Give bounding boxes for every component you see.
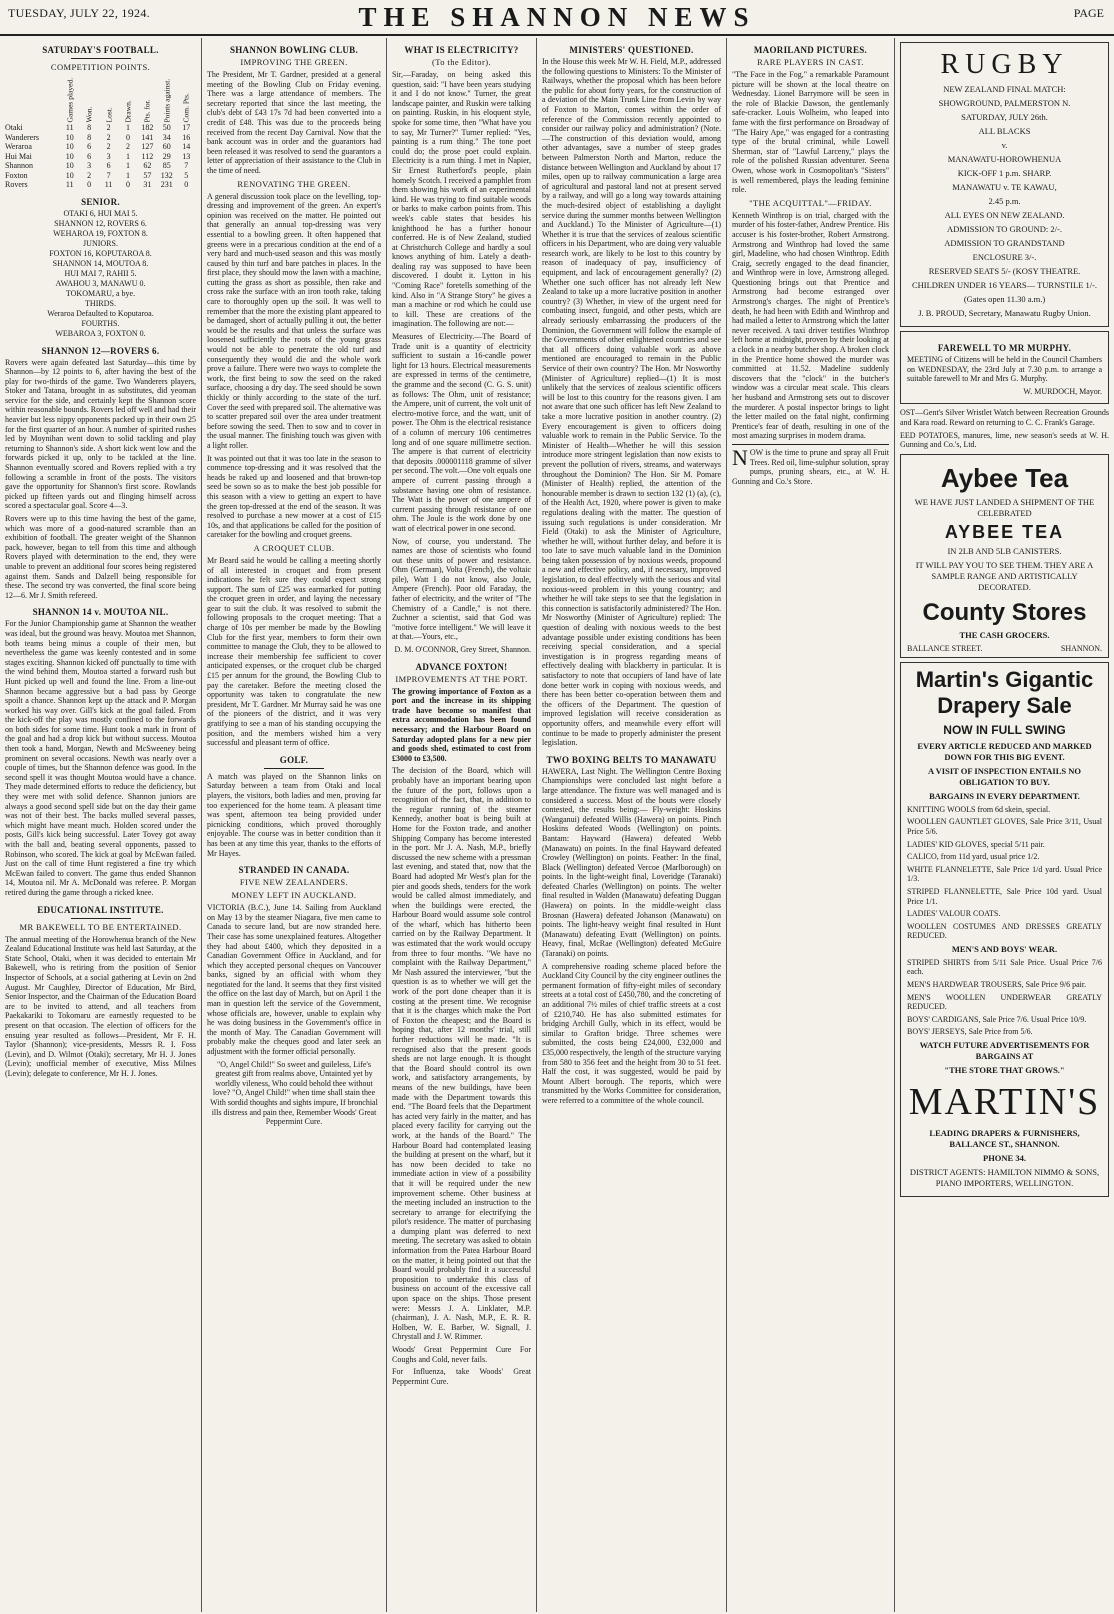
table-row — [5, 152, 196, 162]
rugby-ad — [900, 42, 1109, 327]
rugby-line: (Gates open 11.30 a.m.) — [963, 294, 1046, 304]
sale-item: WOOLLEN GAUNTLET GLOVES, Sale Price 3/11, Usual Price 5/6. — [907, 817, 1102, 836]
table-cell: 31 — [143, 180, 152, 189]
table-row — [5, 142, 196, 152]
maoriland-heading: MAORILAND PICTURES. — [753, 45, 868, 55]
table-cell: 182 — [141, 123, 154, 132]
maoriland-article: "The Face in the Fog," a remarkable Paramount picture will be shown at the local theatre on Wednesday. Lionel Barrymore will be seen in the role of Blackie Dawson, the gentlemanly safe-cracker. Louis Wolheim, who leaped into fame with the first performance on Broadway of "The Hairy Ape," was engaged for a contrasting type of the brutal criminal, while Lowell Sherman, star of "Lawful Larceny," plays the role of the polished Russian adventurer. Seena Owen, whose work in Cosmopolitan's "Sisters" is well remembered, plays the leading feminine role. — [732, 70, 889, 195]
result-line: TOKOMARU, a bye. — [65, 288, 136, 298]
stranded-sub-1: FIVE NEW ZEALANDERS. — [239, 877, 349, 888]
foxton-lead: The growing importance of Foxton as a port and the increase in its shipping trade have become so manifest that extra accommodation has been found necessary; and the Harbour Board on Saturday adopted plans for a new pier and goods shed, estimated to cost from £3000 to £3,500. — [392, 686, 531, 763]
mens-item: BOYS' JERSEYS, Sale Price from 5/6. — [907, 1027, 1033, 1037]
aybee-line-1: WE HAVE JUST LANDED A SHIPMENT OF THE CELEBRATED — [914, 496, 1095, 518]
rugby-line: KICK-OFF 1 p.m. SHARP. — [957, 168, 1052, 178]
martins-ad — [900, 662, 1109, 1197]
county-street: BALLANCE STREET. — [907, 643, 983, 653]
peppermint-ad-1: Woods' Great Peppermint Cure For Coughs and Cold, never fails. — [392, 1345, 531, 1364]
farewell-signature: W. MURDOCH, Mayor. — [1023, 386, 1102, 396]
rovers-article: Rovers were again defeated last Saturday—this time by Shannon—by 12 points to 6, after having the best of the play for two-thirds of the game. Two Wanderers players, Stoker and Tatana, brought in as substitutes, did yeoman service for the side, and certainly kept the Shannon score within reasonable bounds. Rovers led off well and had their heavier but less nippy opponents packed up in their own 25 for the first quarter of an hour. A number of spirited rushes led by Moynihan went down to solid tackling and play returning to Shannon's side. A short kick went low and the forwards picked it up, only to be tackled at the line. Shannon eventually scored and Rovers replied with a try following a scramble in front of the posts. The visitors gave the opportunity for Shannon's first score. Rowlands picked up fifteen yards out and flinging himself across scored a spectacular goal. Score 4—3. — [5, 357, 196, 511]
table-cell: 60 — [162, 142, 171, 151]
farewell-heading: FAREWELL TO MR MURPHY. — [937, 343, 1072, 353]
rugby-line: 2.45 p.m. — [988, 196, 1021, 206]
table-cell: 231 — [160, 180, 173, 189]
table-cell: 141 — [141, 132, 154, 142]
county-sub: THE CASH GROCERS. — [959, 629, 1050, 640]
table-cell: 112 — [141, 151, 154, 161]
table-cell: 10 — [65, 142, 74, 151]
bowling-heading: SHANNON BOWLING CLUB. — [229, 45, 359, 55]
martins-line-1: EVERY ARTICLE REDUCED AND MARKED DOWN FOR THIS BIG EVENT. — [917, 740, 1092, 762]
result-line: WEHAROA 19, FOXTON 8. — [53, 228, 148, 238]
rovers-heading: SHANNON 12—ROVERS 6. — [41, 345, 160, 356]
watch-line: WATCH FUTURE ADVERTISEMENTS FOR BARGAINS AT — [919, 1040, 1090, 1062]
header-label: Games played. — [65, 77, 75, 123]
edu-heading: EDUCATIONAL INSTITUTE. — [37, 904, 164, 915]
martins-name: MARTIN'S — [908, 1081, 1101, 1124]
rugby-line: ADMISSION TO GROUND: 2/-. — [947, 224, 1062, 234]
rugby-line: ENCLOSURE 3/-. — [972, 252, 1037, 262]
result-line: THIRDS. — [85, 298, 116, 308]
result-line: SHANNON 14, MOUTOA 8. — [52, 258, 149, 268]
table-cell: 2 — [106, 123, 111, 132]
newspaper-title: THE SHANNON NEWS — [358, 2, 756, 32]
result-line: AWAHOU 3, MANAWU 0. — [55, 278, 146, 288]
column-6 — [895, 38, 1114, 1612]
sale-item: LADIES' KID GLOVES, special 5/11 pair. — [907, 839, 1045, 849]
result-line: Weraroa Defaulted to Koputaroa. — [47, 308, 154, 318]
foxton-article: The decision of the Board, which will probably have an important bearing upon the future of the port, follows upon a recognition of the fact, that, in addition to the regular running of the steamer Kennedy, another boat is being built at Home for the Foxton trade, and another Shipping Company has become interested in the port. Mr J. A. Nash, M.P., briefly discussed the new scheme with a pressman last evening, and stated that, now that the Board had adopted Mr West's plan for the pier and goods sheds, tenders for the work would be called almost immediately, and when the buildings were erected, the Harbour Board would assume sole control of the wharf, which has hitherto been carried on by the Railway Department. It was estimated that the work would occupy from three to four months. "We have no complaint with the Railway Department," Mr Nash assured the interviewer, "but the question is as to whether we will get the work of the port done cheaper than it is costing at the present time. We recognise that it is the charges which make the Port of Foxton the cheapest; and the Board is hoping that, after 12 months' trial, still further reductions will be made. "It is recognised also that the present goods sheds are not large enough. It is thought that the Board should control its own work, and satisfactory arrangements, by means of the new buildings, have been made with the Department towards this end. "The Board feels that the Department has acted very fairly in the matter, and has placed every facility for carrying out the work, at the hands of the Board." The Harbour Board had contemplated leasing the building at present on the wharf, but it has now been decided to take no immediate action in view of a possibility that it will be required under the new improvement scheme. Other business at the meeting included an instruction to the secretary to arrange for electrifying the pilot's residence. The matter of purchasing a dumping plant was deferred to next meeting. The secretary was asked to obtain information from the Patea Harbour Board on the matter, it being pointed out that the Board would probably find it a successful proposition to undertake this class of business on account of the excessive call upon space on the ships. Those present were: Messrs J. A. Linklater, M.P. (chairman), J. A. Nash, M.P., E. R. R. Holben, W. E. Barber, W. Signall, J. Chrystall and J. W. Rimmer. — [392, 766, 531, 1342]
table-cell: 11 — [65, 123, 74, 132]
rugby-line: NEW ZEALAND FINAL MATCH: — [943, 84, 1066, 94]
header-label: Won. — [84, 106, 94, 123]
farewell-ad — [900, 331, 1109, 404]
sale-item: WOOLLEN COSTUMES AND DRESSES GREATLY REDUCED. — [907, 921, 1102, 941]
header-label: Com. Pts. — [181, 93, 191, 123]
column-5 — [727, 38, 895, 1612]
table-cell: 1 — [125, 123, 130, 132]
table-cell: 2 — [87, 170, 92, 180]
croquet-article: Mr Beard said he would be calling a meeting shortly of all interested in croquet and from present indications he felt sure they could expect strong support. The sum of £25 was earmarked for putting the croquet green in order, and laying the necessary gear to suit the club. It was resolved to submit the following proposals to the croquet meeting: That a charge of 10s per member be made by the Bowling Club for the first year, members to form their own committee to manage the Club, they to be allowed to increase their membership fee sufficient to cover anticipated expenses, or the croquet club be charged £15 per annum for the ground, the Bowling Club to pay the caretaker. Before the meeting closed the opportunity was taken to congratulate the new president, Mr T. Gardner. Mr Murray said he was one of the pioneers of the district, and it was very gratifying to see a man of his standing occupying the position, and the members wished him a very successful and pleasant term of office. — [207, 555, 381, 748]
mens-item: MEN'S HARDWEAR TROUSERS, Sale Price 9/6 pair. — [907, 980, 1087, 990]
table-cell: 62 — [143, 161, 152, 170]
moutoa-heading: SHANNON 14 v. MOUTOA NIL. — [32, 607, 169, 618]
phone-line: PHONE 34. — [983, 1153, 1026, 1164]
ministers-heading: MINISTERS' QUESTIONED. — [569, 45, 694, 55]
rugby-line: ADMISSION TO GRANDSTAND — [944, 238, 1065, 248]
result-line: SHANNON 12, ROVERS 6. — [54, 218, 147, 228]
sale-item: STRIPED FLANNELETTE, Sale Price 10d yard. Usual Price 1/1. — [907, 886, 1102, 906]
golf-heading: GOLF. — [279, 754, 309, 765]
electricity-letter: Sir,—Faraday, on being asked this question, said: "I have been years studying it and I do not know." Turner, the great landscape painter, and Ruskin were talking on painting. Ruskin, in his eloquent style, spoke for some time, then "What have you to say, Mr Turner?" Turner replied: "Yes, painting is a rum thing." The tone poet could do; the prose poet could explain. Electricity is a rum thing. I met in Napier, Sir Ernest Rutherford's people, plain homely Scotch. I received a pamphlet from them showing his work of an experimental kind. He was trying to find suitable woods or barks to make carbon points from. This week's cable states that besides his knighthood he has a further honour conferred. He is of New Zealand, studied at Christchurch College and hardly a soul knows anything of him. Lately a death-dealing ray was supposed to have been discovered. I doubt it. Lytton in his "Coming Race" foretells something of the kind. Also in "A Strange Story" he gives a man a machine or rod which he could use to kill. These are creations of the imagination. The following are not:— — [392, 70, 531, 329]
electricity-letter-2: Measures of Electricity.—The Board of Trade unit is a quantity of electricity sufficient to sustain a 16-candle power light for 13 hours. Electrical measurements are expressed in terms of the centimetre, the gramme and the second (C. G. S. unit) as follows: The Ohm, unit of resistance; the Ampere, unit of current, the volt unit of electro-motive force, and the watt, unit of power. The Ohm is the electrical resistance of a column of mercury 106 centimetres long and of one square millimetre section. The ampere is that current of electricity that deposits .000001118 gramme of silver per second. The volt.—One volt equals one ampere of current passing through a substance having one ohm of resistance. The Watt is the power of one ampere of current passing through resistance of one ohm. The Joule is the work done by one watt of electrical power in one second. — [392, 332, 531, 533]
table-row — [5, 123, 196, 133]
column-1 — [0, 38, 202, 1612]
table-cell: 13 — [182, 151, 191, 161]
table-header — [138, 75, 157, 123]
rugby-line: ALL EYES ON NEW ZEALAND. — [944, 210, 1065, 220]
boxing-heading: TWO BOXING BELTS TO MANAWATU — [546, 754, 717, 765]
table-cell: 6 — [87, 142, 92, 151]
table-cell: 34 — [162, 132, 171, 142]
foxton-sub: IMPROVEMENTS AT THE PORT. — [395, 673, 528, 684]
edu-article: The annual meeting of the Horowhenua branch of the New Zealand Educational Institute was held last Saturday, at the State School, Otaki, when it was decided to entertain Mr Bakewell, who is retiring from the position of Senior Inspector of Schools, at a social gathering at Levin on 2nd August. Mr Caughley, Director of Education, Mr Bird, Senior Inspector, and the Chairman of the Education Board are to be invited to attend, and all teachers from Paekakariki to Tokomaru are earnestly requested to be present on that occasion. The election of officers for the ensuing year resulted as follows—President, Mr F. H. Taylor (Shannon); vice-presidents, Messrs R. I. Foss (Levin), and D. Wilmot (Otaki); secretary, Mr H. J. Jones (Levin); unofficial member of executive, Miss Milnes (Levin); delegate to conference, Mr H. J. Jones. — [5, 934, 196, 1078]
acquittal-heading: "THE ACQUITTAL"—FRIDAY. — [749, 197, 872, 208]
angel-child-poem: "O, Angel Child!" So sweet and guileless, Life's greatest gift from realms above, Untainted yet by worldly vileness, Who could behold thee without love? "O, Angel Child!" when time shall stain thee With sordid thoughts and sights impure, If bronchial ills distress and pain thee, Remember Woods' Great Peppermint Cure. — [210, 1059, 378, 1127]
issue-date: TUESDAY, JULY 22, 1924. — [8, 6, 150, 20]
header-label: Points against. — [162, 78, 172, 123]
table-header — [157, 75, 176, 123]
sale-item: LADIES' VALOUR COATS. — [907, 909, 1001, 919]
table-cell: 0 — [184, 180, 189, 189]
table-cell: 17 — [182, 123, 191, 132]
electricity-sub: (To the Editor). — [432, 57, 491, 67]
peppermint-ad-2: For Influenza, take Woods' Great Peppermint Cure. — [392, 1367, 531, 1386]
table-cell: Weraroa — [5, 142, 32, 151]
leading-line: LEADING DRAPERS & FURNISHERS, BALLANCE ST., SHANNON. — [929, 1128, 1080, 1150]
result-line: OTAKI 6, HUI MAI 5. — [63, 208, 138, 218]
table-cell: 2 — [106, 132, 111, 142]
table-cell: 10 — [65, 170, 74, 180]
results-list — [5, 209, 196, 339]
maoriland-sub: RARE PLAYERS IN CAST. — [757, 57, 864, 67]
table-cell: 16 — [182, 132, 191, 142]
rugby-line: SHOWGROUND, PALMERSTON N. — [938, 98, 1071, 108]
table-cell: 10 — [65, 151, 74, 161]
aybee-line-2: IN 2LB AND 5LB CANISTERS. — [947, 545, 1062, 556]
sale-item: CALICO, from 11d yard, usual price 1/2. — [907, 852, 1040, 862]
stranded-heading: STRANDED IN CANADA. — [238, 865, 350, 876]
stranded-article: VICTORIA (B.C.), June 14. Sailing from Auckland on May 13 by the steamer Niagara, five men came to Canada to secure land, but are now stranded here. Their case has some unexplained features. Altogether they had about £400, which they deposited in a Canadian Government Office in Auckland, and for which they accepted personal cheques on Vancouver banks, signed by an official with whom they negotiated for the land. It seems that they first visited the office on the last day of March, but on April 1 the man in question left the service of the Government, whose officials are, however, unable to explain why he was doing business in the Government's office in the month of May. The Canadian Government will probably make the cheques good and later seek an adjustment with the former official personally. — [207, 903, 381, 1057]
lost-notice: OST—Gent's Silver Wristlet Watch between Recreation Grounds and Kara road. Reward on returning to C. C. Frank's Garage. — [900, 408, 1109, 427]
aybee-title: Aybee Tea — [940, 462, 1069, 493]
table-cell: 14 — [182, 142, 191, 151]
croquet-heading: A CROQUET CLUB. — [253, 542, 335, 553]
table-header — [176, 75, 196, 123]
table-cell: 8 — [87, 132, 92, 142]
table-row — [5, 171, 196, 181]
dropcap-n: N — [732, 444, 748, 470]
agents-line: DISTRICT AGENTS: HAMILTON NIMMO & SONS, PIANO IMPORTERS, WELLINGTON. — [909, 1167, 1100, 1189]
rugby-line: MANAWATU v. TE KAWAU, — [952, 182, 1057, 192]
farewell-text: MEETING of Citizens will be held in the Council Chambers on WEDNESDAY, the 23rd July at 7.30 p.m. to arrange a suitable farewell to Mr and Mrs G. Murphy. — [907, 355, 1102, 384]
rugby-line: J. B. PROUD, Secretary, Manawatu Rugby Union. — [918, 308, 1091, 318]
table-header — [79, 75, 98, 123]
table-cell: 2 — [125, 142, 130, 151]
header-label: Pts. for. — [142, 99, 152, 123]
county-title: County Stores — [922, 598, 1087, 626]
rugby-title: RUGBY — [940, 49, 1069, 80]
table-cell: 50 — [162, 123, 171, 132]
table-header — [118, 75, 137, 123]
renovating-article: A general discussion took place on the levelling, top-dressing and improvement of the green. An expert's opinion was received on the matter. He pointed out that generally an annual top-dressing was very essential to a bowling green. It often happened that greens were in a precarious condition at the end of a very hard and much-used season and this was mostly caused by thin turf and bare patches in places. In the first place, they should mow the lawn with a machine, cutting the grass as short as possible, then rake and cross rake the surface with an iron tooth rake, taking care to thoroughly open up the soil. It was well to remember that the more the existing plant appeared to be damaged, short of actually pulling it out, the better would be the results and that unless the surface was loosened sufficiently the roots of the young grass would not be able to penetrate the old turf and consequently they would die and the whole work prove a failure. There were two ways to complete the work, the first being to sow the seed on the raked surface, choosing a dry day. The seed should be sown thickly or thinly according to the state of the turf. Cover the seed with prepared soil. The alternative was to scatter prepared soil over the area under treatment before sowing the seed. Then to sow and to cover in the usual manner. The finishing touch was given with a light roller. — [207, 191, 381, 450]
table-cell: 0 — [87, 180, 92, 189]
martins-line-3: BARGAINS IN EVERY DEPARTMENT. — [929, 790, 1080, 801]
martins-items — [907, 805, 1102, 941]
aybee-line-3: IT WILL PAY YOU TO SEE THEM. THEY ARE A SAMPLE RANGE AND ARTISTICALLY DECORATED. — [915, 559, 1094, 592]
mens-item: BOYS' CARDIGANS, Sale Price 7/6. Usual Price 10/9. — [907, 1014, 1087, 1024]
roading-article: A comprehensive roading scheme placed before the Auckland City Council by the city engineer outlines the permanent formation of fifty-eight miles of secondary streets at a total cost of £450,780, and the concreting of an additional 7½ miles of chief traffic streets at a cost of £210,740. He has also submitted estimates for bridging Archill Gully, which in its effect, would be similar to Grafton bridge. Three schemes were submitted, the costs being £24,000, £32,000 and £35,000 respectively, the length of the structure varying from 580 to 356 feet and the height from 30 to 51 feet. Half the cost, it was suggested, would be paid by Mount Albert borough. The reports, which were transmitted by the Works Committee for consideration, were referred to a committee of the whole council. — [542, 961, 721, 1105]
martins-now: NOW IN FULL SWING — [943, 722, 1066, 737]
table-cell: Wanderers — [5, 132, 40, 142]
golf-article: A match was played on the Shannon links on Saturday between a team from Otaki and local players, the visitors, both ladies and men, proving far too experienced for the home team. A pleasant time was spent, afternoon tea being provided under picnicking conditions, which proved thoroughly enjoyable. The course was in better condition than it has been at any time this year, thanks to the efforts of Mr Hayes. — [207, 771, 381, 858]
store-tagline: "THE STORE THAT GROWS." — [944, 1065, 1065, 1076]
sale-item: WHITE FLANNELETTE, Sale Price 1/d yard. Usual Price 1/3. — [907, 864, 1102, 884]
martins-line-2: A VISIT OF INSPECTION ENTAILS NO OBLIGATION TO BUY. — [928, 765, 1081, 787]
rugby-line: ALL BLACKS — [978, 126, 1031, 136]
table-row — [5, 133, 196, 143]
mens-items — [907, 958, 1102, 1037]
table-cell: 10 — [65, 161, 74, 170]
table-cell: 7 — [184, 161, 189, 170]
rugby-line: v. — [1001, 140, 1008, 150]
table-cell: 8 — [87, 123, 92, 132]
page-label: PAGE — [1073, 6, 1104, 20]
table-cell: 127 — [141, 142, 154, 151]
table-cell: 1 — [125, 151, 130, 161]
renovating-heading: RENOVATING THE GREEN. — [237, 178, 351, 189]
mens-item: MEN'S WOOLLEN UNDERWEAR GREATLY REDUCED. — [907, 992, 1102, 1012]
edu-subheading: MR BAKEWELL TO BE ENTERTAINED. — [19, 921, 182, 932]
table-cell: 1 — [125, 170, 130, 180]
aybee-name: AYBEE TEA — [944, 521, 1065, 542]
table-cell: 10 — [65, 132, 74, 142]
table-cell: 1 — [125, 161, 130, 170]
table-cell: 29 — [162, 151, 171, 161]
column-2 — [202, 38, 387, 1612]
result-line: FOURTHS. — [81, 318, 120, 328]
header-label: Drawn. — [123, 100, 133, 123]
bowling-article-2: It was pointed out that it was too late in the season to commence top-dressing and it was resolved that the heads be raked up and loosened and that brown-top seed be sown so as to make the best job possible for this season with a view to getting an expert to have the green top-dressed at the end of the season. It was resolved to purchase a new mower at a cost of £15 10s, and that applications be called for the position of caretaker for the bowling and croquet greens. — [207, 453, 381, 540]
result-line: WEBAROA 3, FOXTON 0. — [55, 328, 146, 338]
table-cell: 57 — [143, 170, 152, 180]
county-town: SHANNON. — [1060, 643, 1102, 653]
table-cell: 11 — [65, 180, 74, 189]
electricity-letter-3: Now, of course, you understand. The names are those of scientists who found out these units of power and resistance. Ohm (German), Volta (French), the voltaic pile), Watt I do not know, also Joule, Ampere (French). Poor old Faraday, the father of electricity, and the writer of "The Chemistry of a Candle," is not there. Zuchner a scientist, said that God was "motive force intelligent." We will leave it at that.—Yours, etc., — [392, 536, 531, 642]
table-header — [60, 75, 79, 123]
rugby-lines — [907, 84, 1102, 319]
bowling-subheading: IMPROVING THE GREEN. — [240, 57, 348, 67]
moutoa-article: For the Junior Championship game at Shannon the weather was ideal, but the ground was heavy. Moutoa met Shannon, both teams being minus a couple of their men, but nevertheless the game was keenly contested and in some stages exciting. Shannon kicked off punctually to time with the wind behind them, Moutoa started a forward rush but Hunt picked up well and found the line. From a line-out Shannon became aggressive but a bad pass by George spoilt a chance. Shannon kept up the attack and P. Morgan worked his way over. Gill's kick at the goal failed. From the kick-off the play was mostly confined to the forwards on both sides for some time. Hunt took a mark in front of the goal and had a drop kick but without success. Moutoa then took a hand, Morgan, Newth and McSweeney being prominent on several occasions. Newth was nearly over a couple of times, but the Shannon defence was good. In the second spell it was thought Moutoa would have a chance. They made determined efforts to reduce the deficiency, but they were met with solid defence. Shannon juniors are always a good second spell side but on the day their game was not of their best. The backs mulled several passes, which might have meant much. Holden scored under the posts, Gill's kick being successful. Later Tovey got away with the ball and, beating several opponents, passed to Robinson, who scored. The kick at goal by McEwan failed. Just on the call of time Hunt registered a fine try which McEwan failed to convert. The game thus ended Shannon 14, Moutoa nil. Mr A. McDonald was referee. P. Morgan retired during the game through a ricked knee. — [5, 619, 196, 897]
result-line: HUI MAI 7, RAHII 5. — [64, 268, 137, 278]
table-cell: Foxton — [5, 170, 28, 180]
boxing-article: HAWERA, Last Night. The Wellington Centre Boxing Championships were concluded last night before a large attendance. The fixture was well managed and is considered a success. Most of the bouts were closely contested, the results being:— Fly-weight: Hoskins (Wanganui) defeated Willis (Hawera) on points. Pinch Hoskins defeated Woods (Wellington) on points. Bantam: Hayward (Hawera) defeated Webb (Manawatu) on points. In the final Hayward defeated Crowley (Wellington) on points. Feather: In the final, Black (Wellington) defeated Vercoe (Marlborough) on points. In the light-weight final, Loveridge (Taranaki) defeated Charles (Wellington) on points. The welter final resulted in Walden (Manawatu) defeating Duggan (Hawera) on points. In the middle-weight class Brosnan (Hawera) defeated Johanson (Manawatu) on points. The light-heavy weight final resulted in Hunt (Manawatu) defeating Evatt (Wellington) on points. Heavy, final, McRae (Wellington) defeated McGuire (Taranaki) on points. — [542, 766, 721, 959]
result-line: JUNIORS. — [83, 238, 118, 248]
rugby-line: CHILDREN UNDER 16 YEARS— TURNSTILE 1/-. — [911, 280, 1098, 290]
table-cell: 2 — [106, 142, 111, 151]
table-cell: Hui Mai — [5, 151, 32, 161]
county-address — [907, 644, 1102, 653]
table-cell: 11 — [104, 180, 113, 189]
mens-heading: MEN'S AND BOYS' WEAR. — [951, 943, 1058, 954]
electricity-heading: WHAT IS ELECTRICITY? — [404, 45, 519, 55]
table-cell: 132 — [160, 170, 173, 180]
column-3 — [387, 38, 537, 1612]
rugby-line: SATURDAY, JULY 26th. — [961, 112, 1048, 122]
rovers-article-2: Rovers were up to this time having the best of the game, which was more of a good-natured scramble than an exhibition of football. The greater weight of the Shannon pack, however, began to tell from this time and although Rovers played with determination to the end, they were unable to prevent an additional four scores being registered against them. Sands and Dalzell being responsible for these. The second try was converted, the final score being 12—6. Mr J. Smith refereed. — [5, 514, 196, 600]
pruning-ad-text: OW is the time to prune and spray all Fruit Trees. Red oil, lime-sulphur solution, spray pumps, pruning shears, etc., at W. H. Gunning and Co.'s Store. — [732, 447, 889, 486]
table-cell: Rovers — [5, 180, 28, 189]
letter-signature: D. M. O'CONNOR, Grey Street, Shannon. — [394, 645, 531, 655]
stranded-sub-2: MONEY LEFT IN AUCKLAND. — [231, 890, 357, 901]
rugby-line: RESERVED SEATS 5/- (KOSY THEATRE. — [928, 266, 1081, 276]
points-subheading: COMPETITION POINTS. — [50, 62, 151, 72]
bowling-article: The President, Mr T. Gardner, presided at a general meeting of the Bowling Club on Friday evening. There was a large attendance of members. The secretary reported that since the last meeting, the club's debt of £43 17s 7d had been converted into a credit of £48. This was due to the proceeds being received from the recent Day Carnival. Now that the bank account was in order and the guarantors had been released it was resolved to send the guarantors a letter of appreciation of their assistance to the Club in the time of need. — [207, 70, 381, 175]
aybee-ad — [900, 454, 1109, 658]
table-cell: Shannon — [5, 161, 33, 170]
table-cell: 5 — [184, 170, 189, 180]
mens-item: STRIPED SHIRTS from 5/11 Sale Price. Usual Price 7/6 each. — [907, 957, 1102, 977]
table-cell: 6 — [87, 151, 92, 161]
pruning-ad — [732, 444, 889, 486]
table-row — [5, 180, 196, 190]
foxton-heading: ADVANCE FOXTON! — [415, 661, 508, 672]
table-cell: 7 — [106, 170, 111, 180]
martins-title: Martin's Gigantic Drapery Sale — [915, 666, 1094, 718]
table-cell: 0 — [125, 180, 130, 189]
result-line: FOXTON 16, KOPUTAROA 8. — [49, 248, 152, 258]
acquittal-article: Kenneth Winthrop is on trial, charged with the murder of his foster-father, Andrew Prentice. His accuser is his foster-brother, Robert Armstrong. Armstrong and Winthrop had loved the same girl, Madeline, who had chosen Winthrop. Edith Craig, secretly engaged to the dead financier, and Winthrop were in love, Armstrong alleged. Questioning brings out that Prentice and Armstrong had become estranged over Armstrong's charges. The night of Prentice's death, he had been with Edith and Winthrop and had mailed a letter to Armstrong which the latter never received. A taxi driver testifies Winthrop left home at midnight, proven by their looking at a clock in a nearby butcher shop. A broken clock in the Prentice home showed the murder was committed at 11.52. Madeline suddenly discovers that the "clock" in the butcher's window was a circular meat scale. This clears her husband and Armstrong sets out to discover the murderer. A postal inspector brings to light the letter mailed on the fatal night, confirming Prentice's fear of death, resulting in one of the most amazing surprises in modern drama. — [732, 210, 889, 441]
table-cell: 0 — [125, 132, 130, 142]
sale-item: KNITTING WOOLS from 6d skein, special. — [907, 804, 1051, 814]
senior-heading: SENIOR. — [81, 196, 120, 207]
competition-table — [5, 75, 196, 190]
ministers-article: In the House this week Mr W. H. Field, M.P., addressed the following questions to Ministers: To the Minister of Railways, whether the proposal which has been before the public for about forty years, for the construction of a deviation of the Main Trunk Line from Levin by way of Foxton to Marton, comes within the order of reference of the Commission recently appointed to consider our railway policy and administration? (Note.—The construction of this deviation would, among other advantages, save a number of steep grades between Palmerston North and Marton, reduce the distance between Wellington and Auckland by about 17 miles, open up to railway communication a large area of agricultural and pastoral land not at present served by a railway, and will go a long way towards attaining the much-desired object of establishing a daylight service during the summer months between Wellington and Auckland.) To the Minister of Agriculture—(1) Whether it is true that the services of zealous scientific officers in his Department, who are doing very valuable research work, are likely to be lost to this country by reason of inadequacy of pay, insufficiency of equipment, and lack of encouragement generally? (2) Whether one such officer has not already left New Zealand to take up a more lucrative position in another country? (3) Whether, in view of the urgent need for combating insect, fungoid, and other pests, which are already seriously embarrassing the producers of the Dominion, the Government will follow the example of the Governments of other enlightened countries and see that all officers doing valuable work as above mentioned are encouraged to remain in the Public Service of their own country? The Hon. Mr Nosworthy (Minister of Agriculture) replied—(1) It is most unlikely that the services of zealous scientific officers will be lost to this country for the reasons given. I am not aware that one such officer has left New Zealand to take a more lucrative position in another country. (2) Every encouragement is given to officers doing valuable work to remain in the Public Service. To the Minister of Health—Whether he will this session introduce more stringent legislation than now exists to prevent the pollution of rivers, streams, and waterways throughout the Dominion? The Hon. Sir M. Pomare (Minister of Health) replied, the attention of the honourable member is drawn to section 132 (1) (a), (c), of the Health Act, 1920, where power is given to make regulations dealing with the matter. The question of issuing such regulations is under consideration. Mr Field (Otaki) to ask the Minister of Agriculture, whether he will, without further delay, and before it is too late to save much valuable land in the Dominion being taken possession of by noxious weeds, propound a new and effective policy, and, if necessary, improved legislation, to deal effectively with the serious and vital noxious-weed problem in this young country; and whether he will take steps to see that the legislation in this connection is satisfactorily administered? The Hon. Mr Nosworthy (Minister of Agriculture) replied: The question of dealing with noxious weeds to the best advantage possible under existing conditions has been receiving special consideration, and a special investigation is in progress regarding means of effectively dealing with blackberry in particular. It is satisfactory to note that occupiers of land have of late done better work in coping with noxious weeds, and there has been better co-operation between them and the officers of the Department. The question of improved legislation will receive consideration as opportunity offers, and meanwhile every effort will continue to be made to properly administer the present legislation. — [542, 57, 721, 748]
table-header — [99, 75, 118, 123]
table-cell: 3 — [106, 151, 111, 161]
table-cell: Otaki — [5, 123, 23, 132]
column-4 — [537, 38, 727, 1612]
header-label: Lost. — [104, 107, 114, 123]
table-cell: 85 — [162, 161, 171, 170]
table-row — [5, 161, 196, 171]
table-cell: 3 — [87, 161, 92, 170]
seed-notice: EED POTATOES, manures, lime, new season's seeds at W. H. Gunning and Co.'s, Ltd. — [900, 430, 1109, 450]
rugby-line: MANAWATU-HOROWHENUA — [947, 154, 1062, 164]
masthead — [0, 0, 1114, 36]
football-heading: SATURDAY'S FOOTBALL. — [42, 45, 159, 55]
table-cell: 6 — [106, 161, 111, 170]
